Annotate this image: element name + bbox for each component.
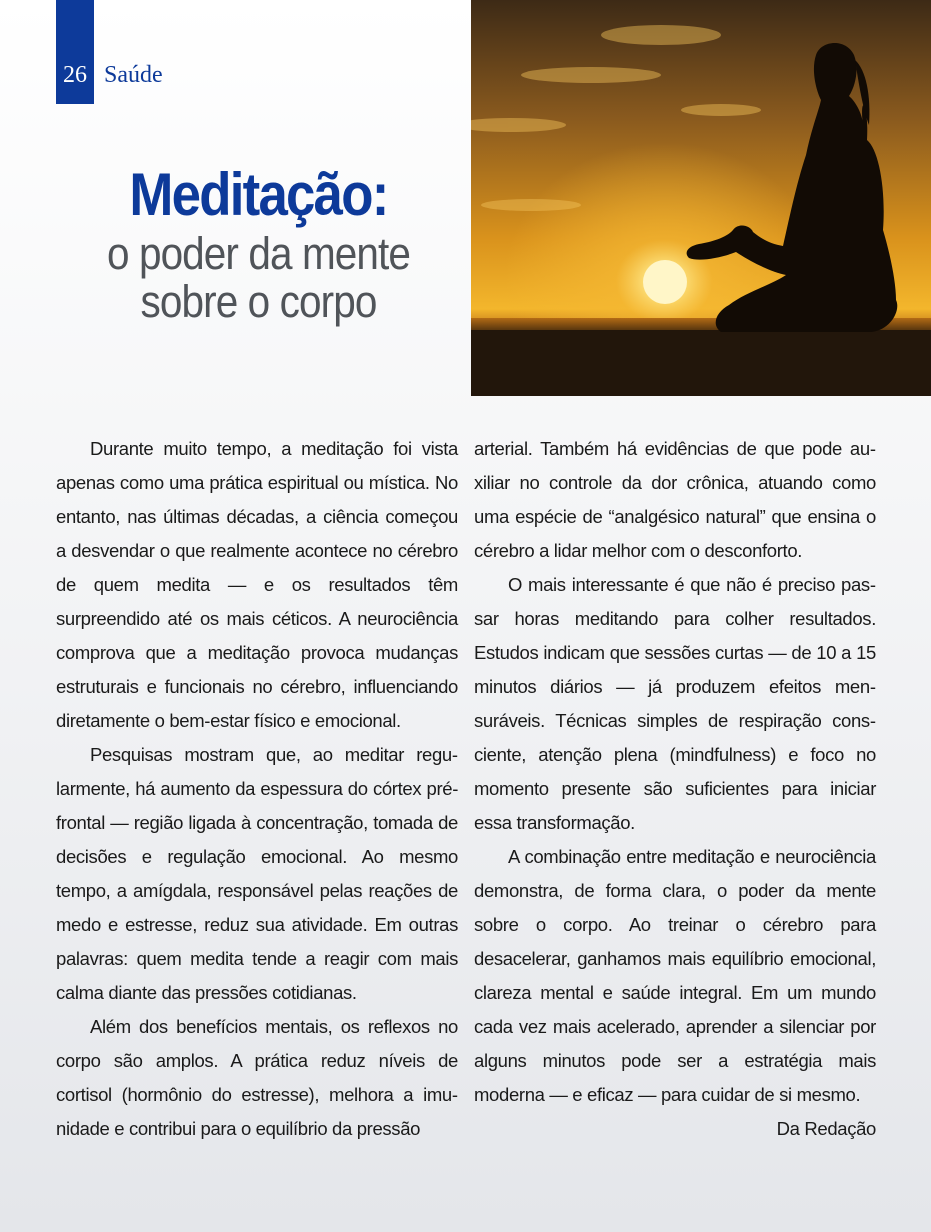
article-title: Meditação: bbox=[129, 161, 388, 228]
page-number: 26 bbox=[63, 62, 87, 88]
article-paragraph: A combinação entre meditação e neurociência demonstra, de forma clara, o poder da mente sobre o corpo. Ao treinar o cérebro para desacelerar, ganhamos mais equilíbrio emocional, clareza mental e saúde integral. Em um mundo cada vez mais acelerado, aprender a silenciar por alguns minutos pode ser a estratégia mais moderna — e eficaz — para cuidar de si mesmo. bbox=[474, 846, 876, 1105]
title-block bbox=[40, 160, 477, 326]
article-paragraph: O mais interessante é que não é preciso passar horas meditando para colher resultados. Estudos indicam que sessões curtas — de 10 a 15 minutos diários — já produzem efeitos mensuráveis. Técnicas simples de respiração consciente, atenção plena (mindfulness) e foco no momento presente são suficientes para iniciar essa transformação. bbox=[474, 574, 876, 833]
article-subtitle-line2: sobre o corpo bbox=[140, 276, 377, 327]
meditation-photo bbox=[471, 0, 931, 396]
article-column-left bbox=[56, 432, 458, 1146]
article-paragraph: Pesquisas mostram que, ao meditar regularmente, há aumento da espessura do córtex pré-frontal — região ligada à concentração, tomada de decisões e regulação emocional. Ao mesmo tempo, a amígdala, responsável pelas reações de medo e estresse, reduz sua atividade. Em outras palavras: quem medita tende a reagir com mais calma diante das pressões cotidianas. bbox=[56, 744, 458, 1003]
article-column-right bbox=[474, 432, 876, 1146]
section-label: Saúde bbox=[104, 62, 163, 88]
article-signature: Da Redação bbox=[776, 1118, 876, 1139]
article-paragraph: Além dos benefícios mentais, os reflexos no corpo são amplos. A prática reduz níveis de cortisol (hormônio do estresse), melhora a imunidade e contribui para o equilíbrio da pressão bbox=[56, 1016, 458, 1139]
article-paragraph: Durante muito tempo, a meditação foi vista apenas como uma prática espiritual ou mística. No entanto, nas últimas décadas, a ciência começou a desvendar o que realmente acontece no cérebro de quem medita — e os resultados têm surpreendido até os mais céticos. A neurociência comprova que a meditação provoca mudanças estruturais e funcionais no cérebro, influenciando diretamente o bem-estar físico e emocional. bbox=[56, 438, 458, 731]
article-subtitle-line1: o poder da mente bbox=[106, 228, 411, 279]
article-paragraph: arterial. Também há evidências de que pode auxiliar no controle da dor crônica, atuando como uma espécie de “analgésico natural” que ensina o cérebro a lidar melhor com o desconforto. bbox=[474, 438, 876, 561]
